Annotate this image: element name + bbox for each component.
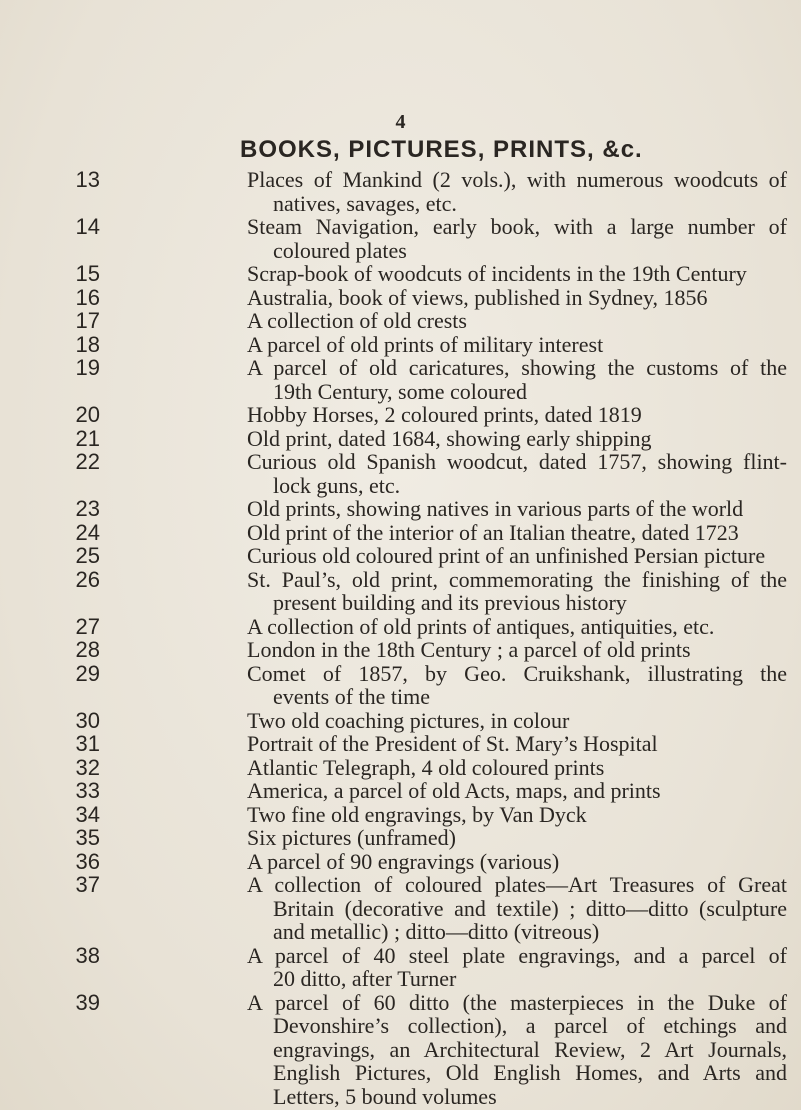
lot-description-continuation: engravings, an Architectural Review, 2 Art Journals,: [273, 1036, 787, 1062]
lot-description: A collection of old crests: [247, 308, 467, 333]
lot-description: Old print, dated 1684, showing early shipping: [247, 425, 652, 451]
lot-description: A parcel of 90 engravings (various): [247, 848, 560, 874]
lot-number: 16: [75, 284, 100, 310]
lot-description: Scrap-book of woodcuts of incidents in the 19th Century: [247, 261, 747, 286]
lot-description: Old prints, showing natives in various parts of the world: [247, 496, 744, 521]
lot-number: 26: [75, 566, 100, 592]
lot-description: Old print of the interior of an Italian theatre, dated 1723: [247, 519, 739, 545]
lot-number: 13: [75, 167, 100, 192]
lot-description: Two fine old engravings, by Van Dyck: [247, 801, 587, 827]
lot-number: 24: [75, 519, 100, 545]
lot-number: 14: [75, 214, 100, 239]
page-heading: BOOKS, PICTURES, PRINTS, &c.: [240, 136, 643, 163]
lot-number: 19: [75, 355, 100, 380]
lot-description-continuation: coloured plates: [273, 237, 407, 263]
lot-description: A parcel of 40 steel plate engravings, and a parcel of: [247, 942, 787, 968]
lot-number: 34: [75, 801, 100, 827]
lot-description-continuation: and metallic) ; ditto—ditto (vitreous): [273, 919, 600, 944]
lot-description: Curious old Spanish woodcut, dated 1757, showing flint-: [247, 449, 787, 474]
lot-description: Steam Navigation, early book, with a large number of: [247, 214, 787, 239]
lot-description: A parcel of old caricatures, showing the customs of the: [247, 355, 787, 380]
page-number: 4: [395, 111, 406, 133]
lot-description: Comet of 1857, by Geo. Cruikshank, illustrating the: [247, 660, 787, 686]
lot-description: London in the 18th Century ; a parcel of old prints: [247, 637, 691, 662]
lot-number: 15: [75, 261, 100, 286]
lot-number: 23: [75, 496, 100, 521]
lot-description: A parcel of 60 ditto (the masterpieces in the Duke of: [247, 989, 787, 1015]
lot-number: 27: [75, 613, 100, 639]
lot-number: 37: [75, 872, 100, 897]
lot-description: St. Paul’s, old print, commemorating the finishing of the: [247, 566, 787, 592]
lot-number: 30: [75, 707, 100, 733]
lot-description-continuation: Letters, 5 bound volumes: [273, 1083, 497, 1109]
lot-description: Two old coaching pictures, in colour: [247, 707, 570, 733]
lot-number: 21: [75, 425, 100, 451]
lot-description: A collection of coloured plates—Art Treasures of Great: [247, 872, 787, 897]
lot-description-continuation: 20 ditto, after Turner: [273, 966, 457, 991]
lot-description-continuation: present building and its previous history: [273, 590, 627, 615]
lot-number: 38: [75, 942, 100, 968]
lot-description: Curious old coloured print of an unfinished Persian picture: [247, 543, 766, 568]
lot-description-continuation: natives, savages, etc.: [273, 190, 457, 216]
lot-description: Portrait of the President of St. Mary’s Hospital: [247, 731, 658, 756]
lot-description: Atlantic Telegraph, 4 old coloured prints: [247, 754, 605, 780]
lot-description-continuation: English Pictures, Old English Homes, and Arts and: [273, 1060, 787, 1085]
lot-description-continuation: Devonshire’s collection), a parcel of etchings and: [273, 1013, 787, 1038]
lot-number: 33: [75, 778, 100, 803]
lot-number: 39: [75, 989, 100, 1015]
lot-number: 31: [75, 731, 100, 756]
lot-number: 18: [75, 331, 100, 357]
lot-number: 36: [75, 848, 100, 874]
lot-number: 22: [75, 449, 100, 474]
lot-description-continuation: Britain (decorative and textile) ; ditto—ditto (sculpture: [273, 895, 787, 921]
lot-number: 29: [75, 660, 100, 686]
lot-description-continuation: lock guns, etc.: [273, 472, 401, 498]
lot-description-continuation: events of the time: [273, 684, 431, 709]
lot-description: America, a parcel of old Acts, maps, and prints: [247, 778, 661, 803]
lot-description: A collection of old prints of antiques, antiquities, etc.: [247, 613, 715, 639]
lot-number: 20: [75, 402, 100, 427]
lot-number: 28: [75, 637, 100, 662]
lot-number: 17: [75, 308, 100, 333]
lot-description: Hobby Horses, 2 coloured prints, dated 1819: [247, 402, 642, 427]
lot-number: 25: [75, 543, 100, 568]
lot-description: Australia, book of views, published in Sydney, 1856: [247, 284, 708, 310]
lot-number: 32: [75, 754, 100, 780]
lot-description-continuation: 19th Century, some coloured: [273, 378, 527, 404]
lot-description: Places of Mankind (2 vols.), with numerous woodcuts of: [247, 167, 787, 192]
lot-number: 35: [75, 825, 100, 850]
lot-description: A parcel of old prints of military interest: [247, 331, 604, 357]
lot-description: Six pictures (unframed): [247, 825, 456, 850]
